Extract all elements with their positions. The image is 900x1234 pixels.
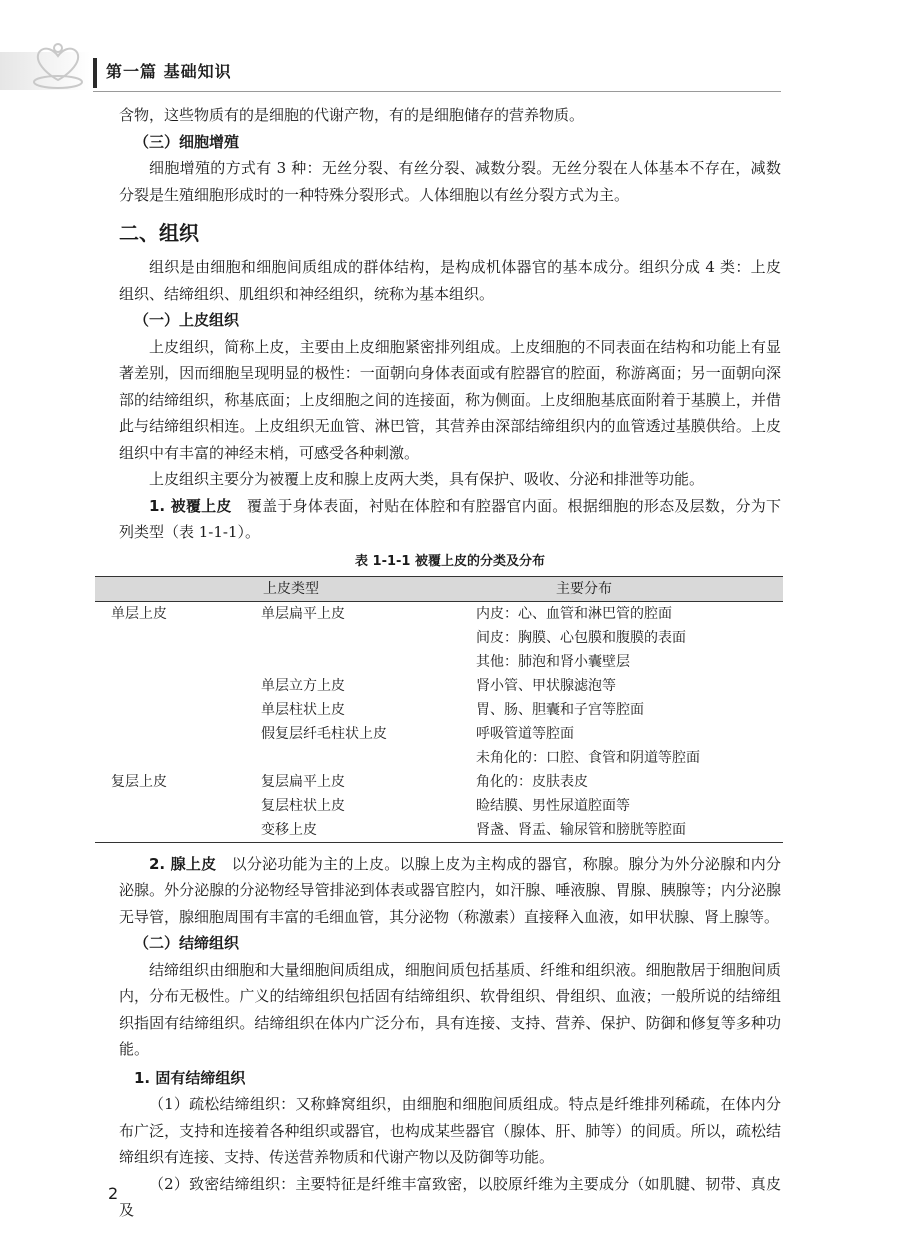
table-cell-type: 单层扁平上皮 [261, 605, 345, 622]
table-cell-category [95, 626, 261, 650]
table-cell-category [95, 746, 261, 770]
paragraph: 结缔组织由细胞和大量细胞间质组成，细胞间质包括基质、纤维和组织液。细胞散居于细胞间质内，分布无极性。广义的结缔组织包括固有结缔组织、软骨组织、骨组织、血液；一般所说的结缔组织指固有结缔组织。结缔组织在体内广泛分布，具有连接、支持、营养、保护、防御和修复等多种功能。 [119, 960, 781, 1058]
paragraph: （2）致密结缔组织：主要特征是纤维丰富致密，以胶原纤维为主要成分（如肌腱、韧带、真皮及 [119, 1174, 781, 1219]
table-cell-type: 变移上皮 [261, 818, 476, 843]
table-cell-type [261, 650, 476, 674]
table-row [95, 601, 783, 626]
table-cell-distribution: 睑结膜、男性尿道腔面等 [476, 797, 630, 814]
table-cell-type: 单层柱状上皮 [261, 701, 345, 718]
table-cell-distribution: 其他：肺泡和肾小囊壁层 [476, 653, 630, 670]
paragraph: 上皮组织，简称上皮，主要由上皮细胞紧密排列组成。上皮细胞的不同表面在结构和功能上有显著差别，因而细胞呈现明显的极性：一面朝向身体表面或有腔器官的腔面，称游离面；另一面朝向深部的结缔组织，称基底面；上皮细胞之间的连接面，称为侧面。上皮细胞基底面附着于基膜上，并借此与结缔组织相连。上皮组织无血管、淋巴管，其营养由深部结缔组织内的血管透过基膜供给。上皮组织中有丰富的神经末梢，可感受各种刺激。 [119, 337, 781, 462]
table-header-distribution: 主要分布 [476, 576, 783, 601]
table-cell-distribution: 肾盏、肾盂、输尿管和膀胱等腔面 [476, 818, 783, 843]
table-cell-category [95, 818, 261, 843]
table-cell-category [95, 794, 261, 818]
section-heading: （二）结缔组织 [134, 934, 240, 952]
logo-icon [26, 34, 90, 94]
table-cell-category [95, 698, 261, 722]
page-number: 2 [108, 1184, 119, 1203]
table-header-row [95, 576, 783, 601]
section-heading: 1. 固有结缔组织 [134, 1068, 246, 1087]
page-content [111, 100, 782, 1224]
paragraph-text: 以分泌功能为主的上皮。以腺上皮为主构成的器官，称腺。腺分为外分泌腺和内分泌腺。外分泌腺的分泌物经导管排泌到体表或器官腔内，如汗腺、唾液腺、胃腺、胰腺等；内分泌腺无导管，腺细胞周围有丰富的毛细血管，其分泌物（称激素）直接释入血液，如甲状腺、肾上腺等。 [119, 854, 781, 926]
table-cell-distribution: 角化的：皮肤表皮 [476, 773, 588, 790]
header-bar [93, 58, 97, 88]
table-cell-category: 复层上皮 [111, 773, 167, 790]
table-cell-type: 复层扁平上皮 [261, 773, 345, 790]
table-row [95, 650, 783, 674]
paragraph [119, 851, 781, 931]
table-cell-type: 单层立方上皮 [261, 677, 345, 694]
table-row [95, 818, 783, 843]
table-row [95, 698, 783, 722]
table-cell-category: 单层上皮 [111, 605, 167, 622]
table-row [95, 746, 783, 770]
header-title: 第一篇 基础知识 [106, 62, 232, 81]
table-caption: 表 1-1-1 被覆上皮的分类及分布 [355, 553, 545, 569]
table-header-type: 上皮类型 [95, 576, 476, 601]
table-row [95, 674, 783, 698]
paragraph-text: 覆盖于身体表面，衬贴在体腔和有腔器官内面。根据细胞的形态及层数，分为下列类型（表 1-1-1）。 [119, 496, 782, 541]
table-row [95, 794, 783, 818]
table-cell-distribution: 内皮：心、血管和淋巴管的腔面 [476, 605, 672, 622]
table-row [95, 626, 783, 650]
table-cell-distribution: 肾小管、甲状腺滤泡等 [476, 677, 616, 694]
page-header [0, 0, 900, 100]
section-heading: （一）上皮组织 [134, 311, 240, 329]
paragraph [119, 493, 781, 546]
section-heading: （三）细胞增殖 [134, 132, 240, 151]
paragraph: 含物，这些物质有的是细胞的代谢产物，有的是细胞储存的营养物质。 [119, 106, 585, 124]
table-cell-category [95, 650, 261, 674]
table-cell-type: 假复层纤毛柱状上皮 [261, 725, 387, 742]
table-cell-distribution: 呼吸管道等腔面 [476, 725, 574, 742]
paragraph: （1）疏松结缔组织：又称蜂窝组织，由细胞和细胞间质组成。特点是纤维排列稀疏，在体内分布广泛，支持和连接着各种组织或器官，也构成某些器官（腺体、肝、肺等）的间质。所以，疏松结缔组织有连接、支持、传送营养物质和代谢产物以及防御等功能。 [119, 1095, 781, 1166]
table-cell-distribution: 间皮：胸膜、心包膜和腹膜的表面 [476, 629, 686, 646]
table-cell-type: 复层柱状上皮 [261, 797, 345, 814]
header-rule [93, 91, 781, 92]
table-cell-type [261, 626, 476, 650]
epithelium-table [95, 576, 783, 843]
paragraph: 组织是由细胞和细胞间质组成的群体结构，是构成机体器官的基本成分。组织分成 4 类：上皮组织、结缔组织、肌组织和神经组织，统称为基本组织。 [119, 258, 781, 303]
table-cell-distribution: 胃、肠、胆囊和子宫等腔面 [476, 701, 644, 718]
table-cell-type [261, 746, 476, 770]
table-row [95, 722, 783, 746]
table-cell-category [95, 674, 261, 698]
paragraph-lead: 2. 腺上皮 [149, 854, 217, 873]
table-row [95, 770, 783, 794]
paragraph: 细胞增殖的方式有 3 种：无丝分裂、有丝分裂、减数分裂。无丝分裂在人体基本不存在，减数分裂是生殖细胞形成时的一种特殊分裂形式。人体细胞以有丝分裂方式为主。 [119, 159, 781, 204]
table-cell-distribution: 未角化的：口腔、食管和阴道等腔面 [476, 749, 700, 766]
table-cell-category [95, 722, 261, 746]
paragraph-lead: 1. 被覆上皮 [149, 496, 232, 515]
chapter-heading: 二、组织 [119, 221, 199, 245]
paragraph: 上皮组织主要分为被覆上皮和腺上皮两大类，具有保护、吸收、分泌和排泄等功能。 [149, 470, 705, 488]
